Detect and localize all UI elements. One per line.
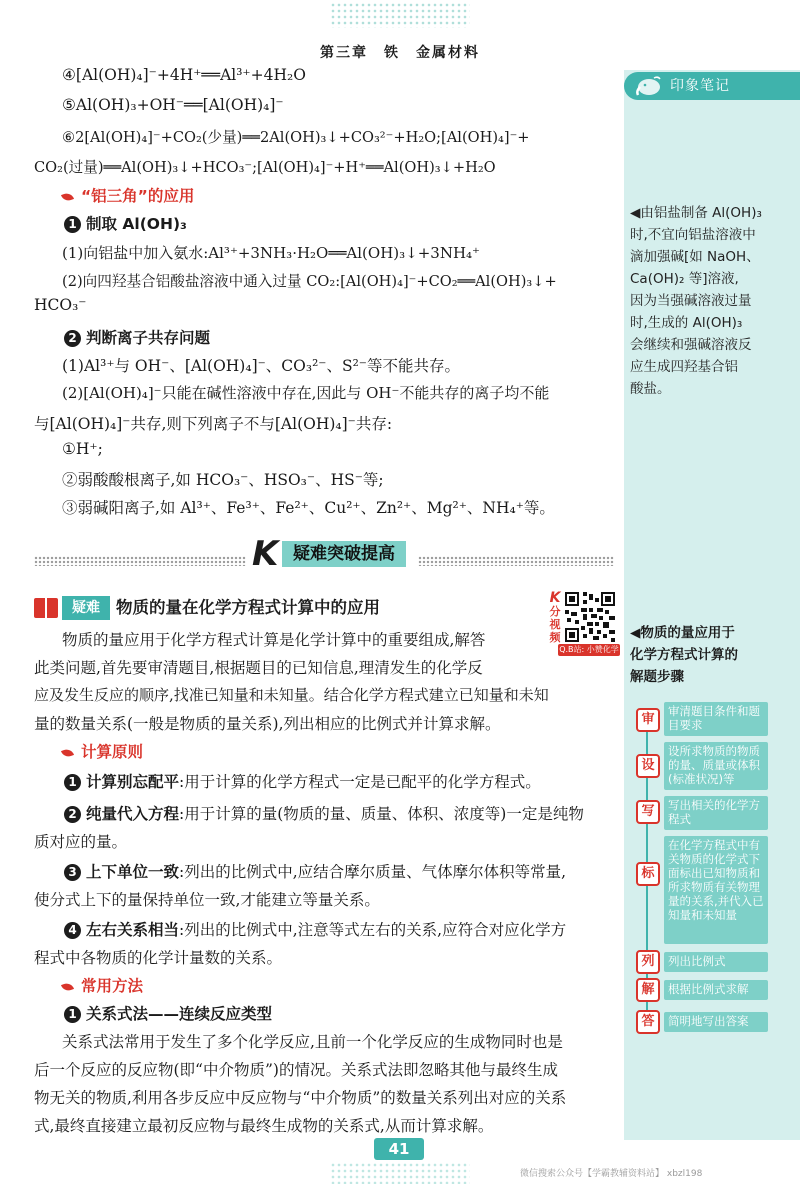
sidebar-tab-label: 印象笔记 [670, 78, 730, 94]
number-badge: 2 [64, 330, 81, 347]
sidebar-tab [624, 72, 800, 100]
qr-side-text: 分视频 [549, 605, 561, 644]
intro-line: 量的数量关系(一般是物质的量关系),列出相应的比例式并计算求解。 [34, 715, 501, 733]
subsection-1-title: 制取 Al(OH)₃ [86, 215, 187, 233]
step-box: 设所求物质的物质的量、质量或体积(标准状况)等 [664, 742, 768, 790]
principle-4-title: 左右关系相当 [86, 921, 180, 939]
subsection-1-heading [64, 212, 187, 234]
qr-code-icon [564, 592, 616, 642]
note-line: ◀由铝盐制备 Al(OH)₃ [630, 205, 762, 221]
difficulty-title: 物质的量在化学方程式计算中的应用 [116, 598, 380, 617]
band-dots-left [34, 556, 246, 566]
principle-1 [64, 770, 541, 792]
principle-3 [64, 860, 566, 882]
step-box: 简明地写出答案 [664, 1012, 768, 1032]
sub1-line2: (2)向四羟基合铝酸盐溶液中通入过量 CO₂:[Al(OH)₄]⁻+CO₂══Al(OH)₃↓+ [62, 273, 557, 290]
k-logo-icon: K [252, 534, 279, 574]
step-char: 列 [636, 950, 660, 974]
step-box: 写出相关的化学方程式 [664, 796, 768, 830]
leaf-icon [61, 191, 74, 202]
subsection-2-title: 判断离子共存问题 [86, 329, 211, 347]
principle-2-title: 纯量代入方程 [86, 805, 180, 823]
principle-3-title: 上下单位一致 [86, 863, 180, 881]
subsection-2-heading [64, 326, 210, 348]
section-triangle-heading [62, 184, 194, 206]
method-line: 式,最终直接建立最初反应物与最终生成物的关系式,从而计算求解。 [34, 1117, 494, 1135]
method-heading [62, 974, 143, 996]
principle-4-text: :列出的比例式中,注意等式左右的关系,应符合对应化学方 [179, 921, 567, 939]
watermark: 微信搜索公众号【学霸教辅资料站】 xbzl198 [520, 1169, 703, 1179]
note-line: 时,不宜向铝盐溶液中 [630, 227, 756, 243]
step-box: 列出比例式 [664, 952, 768, 972]
number-badge: 4 [64, 922, 81, 939]
band-tag [252, 535, 412, 573]
sub1-line3: HCO₃⁻ [34, 296, 87, 314]
equation-6-line2: CO₂(过量)══Al(OH)₃↓+HCO₃⁻;[Al(OH)₄]⁻+H⁺══Al(OH)₃↓+H₂O [34, 159, 496, 176]
principle-3-text: :列出的比例式中,应结合摩尔质量、气体摩尔体积等常量, [179, 863, 567, 881]
leaf-icon [61, 747, 74, 758]
leaf-icon [61, 981, 74, 992]
method-1-heading [64, 1002, 272, 1024]
intro-line: 此类问题,首先要审清题目,根据题目的已知信息,理清发生的化学反 [34, 659, 483, 677]
flow-title-line: ◀物质的量应用于 [630, 625, 735, 641]
principle-2 [64, 802, 584, 824]
note-line: Ca(OH)₂ 等]溶液, [630, 271, 739, 287]
elephant-icon [634, 75, 664, 97]
flow-title-line: 化学方程式计算的 [630, 647, 738, 663]
method-1-title: 关系式法——连续反应类型 [86, 1005, 273, 1023]
qr-side-label: K 分视频 [549, 590, 561, 644]
principle-3-cont: 使分式上下的量保持单位一致,才能建立等量关系。 [34, 891, 380, 909]
chapter-header: 第三章 铁 金属材料 [320, 45, 480, 61]
step-char: 解 [636, 978, 660, 1002]
step-char: 审 [636, 708, 660, 732]
method-line: 物无关的物质,利用各步反应中反应物与“中介物质”的数量关系列出对应的关系 [34, 1089, 567, 1107]
step-char: 标 [636, 862, 660, 886]
principle-label: 计算原则 [81, 743, 144, 761]
sub2-item1: ①H⁺; [62, 440, 103, 458]
intro-line: 物质的量应用于化学方程式计算是化学计算中的重要组成,解答 [62, 631, 486, 649]
step-box: 在化学方程式中有关物质的化学式下面标出已知物质和所求物质有关物理量的关系,并代入已知量和未知量 [664, 836, 768, 944]
equation-5: ⑤Al(OH)₃+OH⁻══[Al(OH)₄]⁻ [62, 96, 284, 114]
method-line: 关系式法常用于发生了多个化学反应,且前一个化学反应的生成物同时也是 [62, 1033, 563, 1051]
equation-4: ④[Al(OH)₄]⁻+4H⁺══Al³⁺+4H₂O [62, 66, 306, 84]
section-band [34, 534, 614, 575]
number-badge: 1 [64, 1006, 81, 1023]
number-badge: 1 [64, 774, 81, 791]
method-label: 常用方法 [81, 977, 144, 995]
note-line: 应生成四羟基合铝 [630, 359, 738, 375]
step-char: 答 [636, 1010, 660, 1034]
band-title: 疑难突破提高 [282, 541, 406, 567]
equation-6-line1: ⑥2[Al(OH)₄]⁻+CO₂(少量)══2Al(OH)₃↓+CO₃²⁻+H₂O;[Al(OH)₄]⁻+ [62, 129, 530, 146]
difficulty-tag: 疑难 [62, 596, 110, 620]
number-badge: 2 [64, 806, 81, 823]
footer-decoration [330, 1162, 470, 1184]
sub2-item2: ②弱酸酸根离子,如 HCO₃⁻、HSO₃⁻、HS⁻等; [62, 471, 384, 489]
note-line: 会继续和强碱溶液反 [630, 337, 752, 353]
note-line: 滴加强碱[如 NaOH、 [630, 249, 760, 265]
note-line: 因为当强碱溶液过量 [630, 293, 752, 309]
number-badge: 1 [64, 216, 81, 233]
page-number: 41 [374, 1138, 424, 1160]
principle-2-cont: 质对应的量。 [34, 833, 128, 851]
intro-line: 应及发生反应的顺序,找准已知量和未知量。结合化学方程式建立已知量和未知 [34, 686, 549, 704]
note-line: 酸盐。 [630, 381, 671, 397]
principle-2-text: :用于计算的量(物质的量、质量、体积、浓度等)一定是纯物 [179, 805, 584, 823]
step-box: 审清题目条件和题目要求 [664, 702, 768, 736]
sub1-line1: (1)向铝盐中加入氨水:Al³⁺+3NH₃·H₂O══Al(OH)₃↓+3NH₄⁺ [62, 244, 480, 262]
qr-caption: Q.B站: 小赞化学 [559, 645, 619, 654]
principle-4-cont: 程式中各物质的化学计量数的关系。 [34, 949, 283, 967]
step-char: 设 [636, 754, 660, 778]
note-line: 时,生成的 Al(OH)₃ [630, 315, 743, 331]
sub2-line3: 与[Al(OH)₄]⁻共存,则下列离子不与[Al(OH)₄]⁻共存: [34, 415, 393, 433]
step-char: 写 [636, 800, 660, 824]
method-line: 后一个反应的反应物(即“中介物质”)的情况。关系式法即忽略其他与最终生成 [34, 1061, 558, 1079]
header-decoration [330, 2, 470, 28]
number-badge: 3 [64, 864, 81, 881]
section-triangle-label: “铝三角”的应用 [81, 187, 195, 205]
sub2-item3: ③弱碱阳离子,如 Al³⁺、Fe³⁺、Fe²⁺、Cu²⁺、Zn²⁺、Mg²⁺、NH₄⁺等。 [62, 499, 555, 517]
sub2-line1: (1)Al³⁺与 OH⁻、[Al(OH)₄]⁻、CO₃²⁻、S²⁻等不能共存。 [62, 357, 460, 375]
video-qr[interactable] [546, 592, 620, 658]
step-box: 根据比例式求解 [664, 980, 768, 1000]
book-icon [34, 598, 58, 618]
sub2-line2: (2)[Al(OH)₄]⁻只能在碱性溶液中存在,因此与 OH⁻不能共存的离子均不能 [62, 384, 550, 402]
principle-heading [62, 740, 143, 762]
principle-4 [64, 918, 566, 940]
flow-title-line: 解题步骤 [630, 669, 684, 685]
principle-1-text: :用于计算的化学方程式一定是已配平的化学方程式。 [179, 773, 541, 791]
band-dots-right [418, 556, 614, 566]
principle-1-title: 计算别忘配平 [86, 773, 180, 791]
